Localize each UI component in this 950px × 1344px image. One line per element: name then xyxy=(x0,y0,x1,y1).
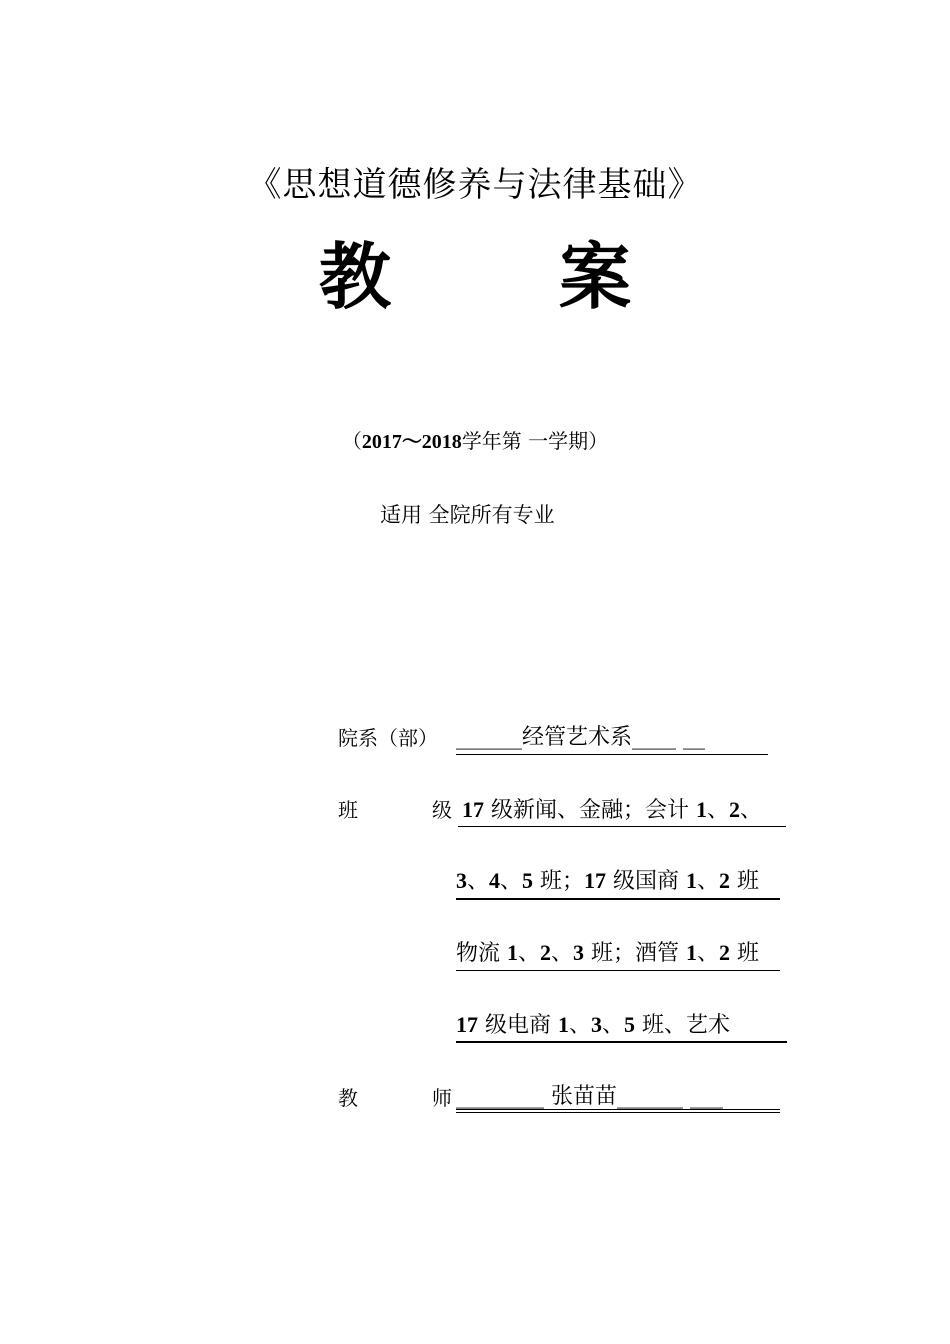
teacher-value: ________ 张苗苗______ ___ xyxy=(456,1084,723,1109)
teacher-label-1: 教 xyxy=(338,1086,358,1110)
lesson-plan-title xyxy=(0,234,950,320)
plan-title-char-2: 案 xyxy=(559,234,632,319)
classes-underline-2 xyxy=(456,898,780,900)
classes-line-3: 物流 1、2、3 班；酒管 1、2 班 xyxy=(456,940,760,966)
semester-line: （2017～2018学年第 一学期） xyxy=(341,429,609,453)
academic-years: 2017～2018 xyxy=(361,431,462,453)
department-underline xyxy=(456,754,768,755)
department-value: ______经管艺术系____ __ xyxy=(456,725,705,750)
classes-line-1: 17 级新闻、金融；会计 1、2、 xyxy=(462,797,763,823)
classes-label-2: 级 xyxy=(432,798,452,822)
classes-line-2: 3、4、5 班；17 级国商 1、2 班 xyxy=(456,868,760,894)
classes-label-1: 班 xyxy=(338,798,358,822)
classes-line-4: 17 级电商 1、3、5 班、艺术 xyxy=(456,1012,731,1038)
classes-underline-4 xyxy=(456,1041,787,1043)
course-title: 《思想道德修养与法律基础》 xyxy=(247,165,703,205)
department-label: 院系（部） xyxy=(338,726,438,750)
plan-title-char-1: 教 xyxy=(318,234,391,319)
teacher-underline xyxy=(456,1109,780,1113)
classes-underline-1 xyxy=(458,826,786,827)
teacher-label-2: 师 xyxy=(432,1086,452,1110)
applicable-majors: 适用 全院所有专业 xyxy=(380,503,555,527)
classes-underline-3 xyxy=(456,970,780,971)
